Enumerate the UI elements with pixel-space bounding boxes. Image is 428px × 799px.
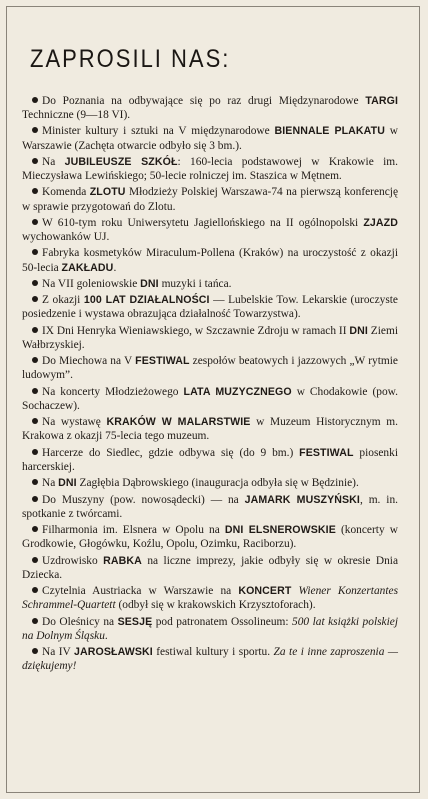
item-text: wychowanków UJ. xyxy=(22,231,110,244)
list-item xyxy=(22,216,398,244)
bullet-icon xyxy=(32,526,38,532)
item-text: ZAKŁADU xyxy=(61,261,114,274)
bullet-icon xyxy=(32,296,38,302)
item-text: Komenda xyxy=(42,186,90,199)
item-text: Do Poznania na odbywające się po raz drugi Międzynarodowe xyxy=(42,95,366,107)
item-text: DNI xyxy=(140,277,159,290)
item-text: ZLOTU xyxy=(89,186,126,199)
bullet-icon xyxy=(32,188,38,194)
item-text: Filharmonia im. Elsnera w Opolu na xyxy=(42,524,225,537)
item-text: Na IV xyxy=(42,646,75,659)
item-text: ZJAZD xyxy=(363,216,398,229)
item-text: w Muzeum Historycznym m. Krakowa z okazji 75-lecia tego muzeum. xyxy=(22,416,398,443)
item-text: Do Muszyny (pow. nowosądecki) — na xyxy=(42,493,245,506)
item-text: Czytelnia Austriacka w Warszawie na xyxy=(42,585,239,598)
list-item xyxy=(22,354,398,382)
item-text: SESJĘ xyxy=(117,615,153,628)
list-item xyxy=(22,324,398,352)
item-text: Fabryka kosmetyków Miraculum-Pollena (Kraków) na uroczystość z okazji 50-lecia xyxy=(22,247,398,274)
item-text: w Chodakowie (pow. Sochaczew). xyxy=(22,385,398,412)
item-text: Uzdrowisko xyxy=(42,554,104,567)
bullet-icon xyxy=(32,648,38,654)
item-text: pod patronatem Ossolineum: xyxy=(152,615,293,628)
bullet-icon xyxy=(32,618,38,624)
bullet-icon xyxy=(32,97,38,103)
item-text: Ziemi Wałbrzyskiej. xyxy=(22,324,398,351)
list-item xyxy=(22,277,398,291)
bullet-icon xyxy=(32,479,38,485)
item-text: zespołów beatowych i jazzowych „W rytmie ludowym”. xyxy=(22,355,398,382)
bullet-icon xyxy=(32,357,38,363)
list-item xyxy=(22,155,398,183)
item-text: Z okazji xyxy=(42,294,84,307)
item-text: Wiener Konzertantes Schrammel-Quartett xyxy=(22,585,398,612)
item-text: Minister kultury i sztuki na V międzynarodowe xyxy=(42,125,275,138)
item-text: Do Oleśnicy na xyxy=(42,615,118,628)
item-text: BIENNALE PLAKATU xyxy=(274,125,385,138)
list-item xyxy=(22,645,398,673)
bullet-icon xyxy=(32,587,38,593)
bullet-icon xyxy=(32,280,38,286)
item-text: Na wystawę xyxy=(42,416,107,429)
bullet-icon xyxy=(32,158,38,164)
page-title: ZAPROSILI NAS: xyxy=(30,44,231,73)
bullet-icon xyxy=(32,496,38,502)
list-item xyxy=(22,124,398,152)
list-item xyxy=(22,493,398,521)
item-text: . xyxy=(113,261,117,274)
bullet-icon xyxy=(32,219,38,225)
item-text: DNI ELSNEROWSKIE xyxy=(224,524,336,537)
item-text: Na VII goleniowskie xyxy=(42,277,141,290)
item-text: DNI xyxy=(58,477,77,490)
invitation-list xyxy=(22,94,398,676)
item-text: JUBILEUSZE SZKÓŁ xyxy=(64,155,178,168)
item-text: 100 LAT DZIAŁALNOŚCI xyxy=(83,294,210,307)
bullet-icon xyxy=(32,418,38,424)
list-item xyxy=(22,554,398,582)
item-text: festiwal kultury i sportu. xyxy=(152,646,274,659)
bullet-icon xyxy=(32,449,38,455)
item-text: DNI xyxy=(349,324,368,337)
item-text: Zagłębia Dąbrowskiego (inauguracja odbyła się w Będzinie). xyxy=(76,477,359,490)
item-text: Młodzieży Polskiej Warszawa-74 na pierwszą konferencję w sprawie przygotowań do Zlotu. xyxy=(22,186,398,213)
item-text: Na xyxy=(42,477,59,490)
list-item xyxy=(22,523,398,551)
item-text: IX Dni Henryka Wieniawskiego, w Szczawnie Zdroju w ramach II xyxy=(42,324,350,337)
item-text: TARGI xyxy=(365,95,398,107)
item-text: Za te i inne zaproszenia — dziękujemy! xyxy=(22,646,398,673)
item-text: Na xyxy=(42,155,65,168)
item-text: : 160-lecia podstawowej w Krakowie im. Mieczysława Lewińskiego; 50-lecie rolniczej im. Staszica w Mętnem. xyxy=(22,155,398,183)
list-item xyxy=(22,476,398,490)
bullet-icon xyxy=(32,249,38,255)
item-text: Techniczne (9—18 VI). xyxy=(22,109,131,122)
item-text: Harcerze do Siedlec, gdzie odbywa się (do 9 bm.) xyxy=(42,446,300,459)
item-text: KRAKÓW W MALARSTWIE xyxy=(106,416,251,429)
item-text: LATA MUZYCZNEGO xyxy=(183,385,292,398)
bullet-icon xyxy=(32,127,38,133)
list-item xyxy=(22,446,398,474)
item-text: FESTIWAL xyxy=(299,446,354,459)
item-text: piosenki harcerskiej. xyxy=(22,446,398,473)
item-text: RABKA xyxy=(103,554,142,567)
item-text: (odbył się w krakowskich Krzysztoforach). xyxy=(115,599,316,612)
item-text: 500 lat książki polskiej na Dolnym Śląsku xyxy=(22,615,398,642)
list-item xyxy=(22,185,398,213)
bullet-icon xyxy=(32,557,38,563)
item-text: Do Miechowa na V xyxy=(42,355,136,368)
item-text: muzyki i tańca. xyxy=(158,277,232,290)
item-text: w Warszawie (Zachęta otwarcie odbyło się 3 bm.). xyxy=(22,125,398,152)
item-text: JAROSŁAWSKI xyxy=(74,646,153,659)
item-text: . xyxy=(104,629,108,642)
item-text xyxy=(291,585,298,597)
list-item xyxy=(22,246,398,274)
item-text: Na koncerty Młodzieżowego xyxy=(42,385,184,398)
list-item xyxy=(22,385,398,413)
item-text: — Lubelskie Tow. Lekarskie (uroczyste posiedzenie i wystawa obrazująca działalność Towarzystwa). xyxy=(22,294,398,321)
item-text: W 610-tym roku Uniwersytetu Jagiellońskiego na II ogólnopolski xyxy=(42,216,364,229)
bullet-icon xyxy=(32,388,38,394)
item-text: (koncerty w Grodkowie, Głogówku, Koźlu, Opolu, Ozimku, Raciborzu). xyxy=(22,524,398,551)
item-text: FESTIWAL xyxy=(135,355,190,368)
list-item xyxy=(22,415,398,443)
item-text: KONCERT xyxy=(238,585,292,598)
list-item xyxy=(22,293,398,321)
item-text: JAMARK MUSZYŃSKI xyxy=(244,493,360,506)
item-text: , m. in. spotkanie z twórcami. xyxy=(22,493,399,520)
list-item xyxy=(22,615,398,643)
list-item xyxy=(22,584,398,612)
list-item xyxy=(22,94,398,122)
bullet-icon xyxy=(32,327,38,333)
item-text: na liczne imprezy, jakie odbyły się w okresie Dnia Dziecka. xyxy=(22,554,398,581)
